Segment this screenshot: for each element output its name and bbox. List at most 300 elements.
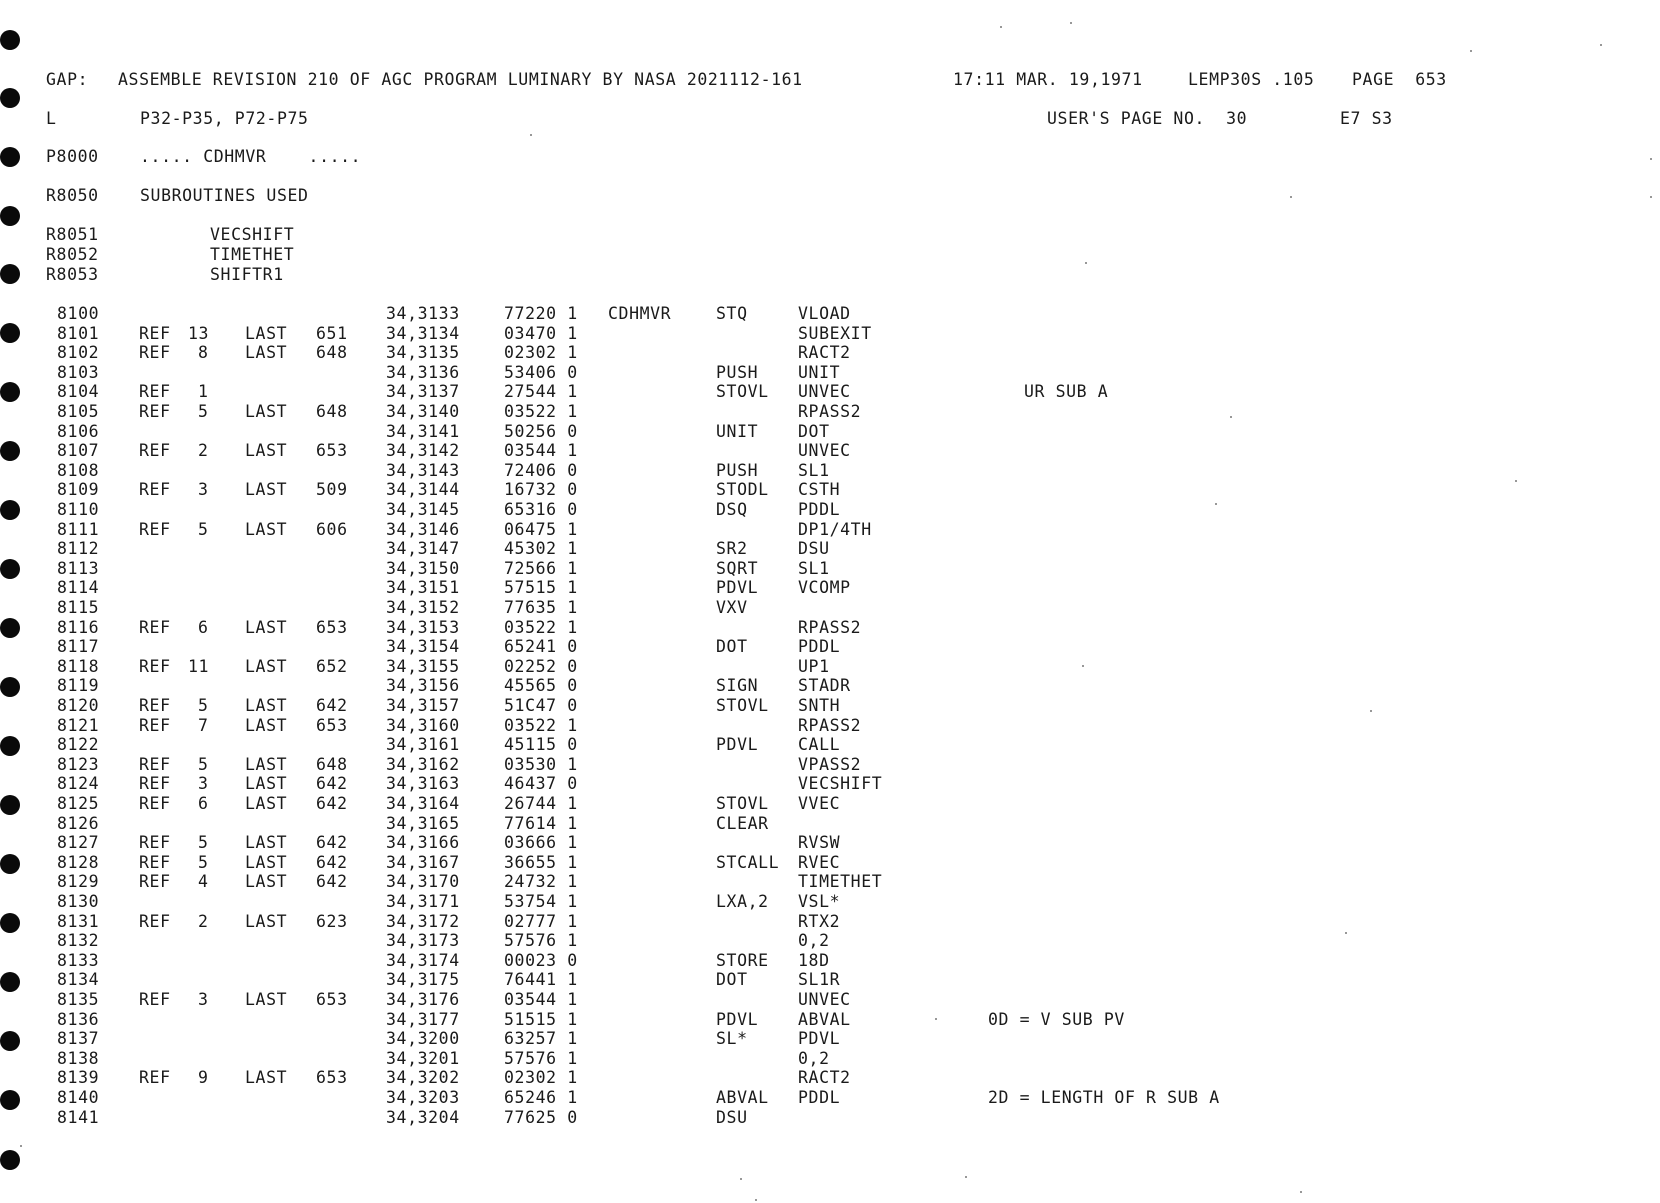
- last-keyword: LAST: [245, 1068, 288, 1088]
- octal-word: 02777 1: [504, 911, 578, 931]
- line-number: 8135: [57, 990, 100, 1009]
- ref-count: 13: [188, 323, 210, 343]
- ref-keyword: REF: [139, 833, 171, 853]
- address: 34,3165: [386, 813, 460, 833]
- line-number: 8131: [57, 911, 100, 931]
- scan-speck: [530, 134, 532, 136]
- address: 34,3140: [386, 402, 460, 421]
- scan-speck: [1230, 416, 1232, 418]
- opcode: DSU: [716, 1107, 748, 1127]
- opcode: STCALL: [716, 852, 780, 872]
- last-page: 642: [316, 794, 348, 813]
- octal-word: 51C47 0: [504, 696, 578, 715]
- ref-count: 3: [198, 990, 209, 1009]
- line-number: 8127: [57, 833, 100, 853]
- remark-id: R8051: [46, 225, 99, 244]
- line-number: 8138: [57, 1048, 100, 1068]
- punch-hole: [0, 441, 20, 461]
- operand: RPASS2: [798, 715, 862, 735]
- line-number: 8136: [57, 1009, 100, 1029]
- line-number: 8137: [57, 1029, 100, 1049]
- address: 34,3137: [386, 382, 460, 402]
- ref-count: 2: [198, 441, 209, 461]
- ref-keyword: REF: [139, 441, 171, 461]
- octal-word: 77614 1: [504, 813, 578, 833]
- octal-word: 65246 1: [504, 1088, 578, 1107]
- address: 34,3135: [386, 343, 460, 363]
- address: 34,3150: [386, 558, 460, 578]
- last-page: 642: [316, 696, 348, 715]
- line-number: 8108: [57, 460, 100, 480]
- opcode: DSQ: [716, 500, 748, 519]
- remark-text: SUBROUTINES USED: [140, 186, 309, 205]
- line-number: 8128: [57, 852, 100, 872]
- last-keyword: LAST: [245, 656, 288, 676]
- octal-word: 03522 1: [504, 402, 578, 421]
- octal-word: 53754 1: [504, 892, 578, 911]
- address: 34,3155: [386, 656, 460, 676]
- last-page: 653: [316, 441, 348, 461]
- octal-word: 45302 1: [504, 539, 578, 559]
- punch-hole: [0, 854, 20, 874]
- operand: VECSHIFT: [798, 774, 883, 794]
- remark-id: R8053: [46, 265, 99, 284]
- last-keyword: LAST: [245, 441, 288, 461]
- line-number: 8132: [57, 931, 100, 951]
- opcode: PUSH: [716, 460, 759, 480]
- address: 34,3173: [386, 931, 460, 951]
- ref-count: 6: [198, 794, 209, 813]
- punch-hole: [0, 206, 20, 226]
- last-keyword: LAST: [245, 715, 288, 735]
- scan-speck: [1070, 22, 1072, 24]
- ref-keyword: REF: [139, 617, 171, 637]
- line-number: 8100: [57, 304, 100, 323]
- address: 34,3154: [386, 637, 460, 657]
- opcode: DOT: [716, 970, 748, 990]
- opcode: STOVL: [716, 382, 769, 402]
- last-page: 653: [316, 715, 348, 735]
- opcode: SR2: [716, 539, 748, 559]
- octal-word: 06475 1: [504, 519, 578, 539]
- ref-keyword: REF: [139, 519, 171, 539]
- opcode: PDVL: [716, 578, 759, 598]
- address: 34,3162: [386, 754, 460, 774]
- last-keyword: LAST: [245, 872, 288, 892]
- last-page: 623: [316, 911, 348, 931]
- last-page: 652: [316, 656, 348, 676]
- line-number: 8103: [57, 362, 100, 382]
- last-page: 642: [316, 833, 348, 853]
- ref-keyword: REF: [139, 715, 171, 735]
- address: 34,3134: [386, 323, 460, 343]
- last-page: 642: [316, 872, 348, 892]
- last-page: 653: [316, 1068, 348, 1088]
- line-number: 8104: [57, 382, 100, 402]
- comment: 0D = V SUB PV: [988, 1009, 1125, 1029]
- header-gap: GAP:: [46, 70, 89, 89]
- line-number: 8123: [57, 754, 100, 774]
- operand: RVSW: [798, 833, 841, 853]
- address: 34,3147: [386, 539, 460, 559]
- punch-hole: [0, 264, 20, 284]
- address: 34,3143: [386, 460, 460, 480]
- last-page: 648: [316, 402, 348, 421]
- operand: RVEC: [798, 852, 841, 872]
- last-page: 509: [316, 480, 348, 500]
- ref-keyword: REF: [139, 911, 171, 931]
- line-number: 8116: [57, 617, 100, 637]
- comment: UR SUB A: [1024, 382, 1109, 402]
- operand: UNVEC: [798, 441, 851, 461]
- address: 34,3174: [386, 950, 460, 970]
- operand: RACT2: [798, 1068, 851, 1088]
- ref-keyword: REF: [139, 323, 171, 343]
- last-page: 606: [316, 519, 348, 539]
- last-keyword: LAST: [245, 794, 288, 813]
- line-number: 8141: [57, 1107, 100, 1127]
- ref-keyword: REF: [139, 1068, 171, 1088]
- opcode: STORE: [716, 950, 769, 970]
- address: 34,3170: [386, 872, 460, 892]
- address: 34,3202: [386, 1068, 460, 1088]
- ref-count: 3: [198, 774, 209, 794]
- octal-word: 51515 1: [504, 1009, 578, 1029]
- octal-word: 00023 0: [504, 950, 578, 970]
- octal-word: 03544 1: [504, 990, 578, 1009]
- ref-keyword: REF: [139, 343, 171, 363]
- operand: VVEC: [798, 794, 841, 813]
- operand: RACT2: [798, 343, 851, 363]
- operand: PDVL: [798, 1029, 841, 1049]
- ref-keyword: REF: [139, 480, 171, 500]
- opcode: STQ: [716, 304, 748, 323]
- octal-word: 03530 1: [504, 754, 578, 774]
- ref-keyword: REF: [139, 794, 171, 813]
- header-users-page: USER'S PAGE NO. 30: [1047, 109, 1248, 128]
- operand: VPASS2: [798, 754, 862, 774]
- ref-keyword: REF: [139, 656, 171, 676]
- line-number: 8120: [57, 696, 100, 715]
- operand: CALL: [798, 735, 841, 755]
- last-page: 648: [316, 343, 348, 363]
- scan-speck: [1650, 158, 1652, 160]
- operand: RTX2: [798, 911, 841, 931]
- operand: SNTH: [798, 696, 841, 715]
- operand: UNVEC: [798, 990, 851, 1009]
- address: 34,3153: [386, 617, 460, 637]
- opcode: STODL: [716, 480, 769, 500]
- scan-speck: [1300, 1191, 1302, 1193]
- opcode: DOT: [716, 637, 748, 657]
- opcode: STOVL: [716, 794, 769, 813]
- ref-count: 5: [198, 754, 209, 774]
- octal-word: 27544 1: [504, 382, 578, 402]
- punch-hole: [0, 972, 20, 992]
- line-number: 8119: [57, 676, 100, 696]
- line-number: 8118: [57, 656, 100, 676]
- last-keyword: LAST: [245, 754, 288, 774]
- punch-hole: [0, 913, 20, 933]
- last-keyword: LAST: [245, 696, 288, 715]
- octal-word: 02252 0: [504, 656, 578, 676]
- line-number: 8113: [57, 558, 100, 578]
- scan-speck: [1290, 196, 1292, 198]
- line-number: 8124: [57, 774, 100, 794]
- operand: VSL*: [798, 892, 841, 911]
- scan-speck: [755, 1199, 757, 1201]
- operand: TIMETHET: [798, 872, 883, 892]
- last-keyword: LAST: [245, 343, 288, 363]
- header-title: ASSEMBLE REVISION 210 OF AGC PROGRAM LUMINARY BY NASA 2021112-161: [118, 70, 803, 89]
- address: 34,3172: [386, 911, 460, 931]
- octal-word: 45115 0: [504, 735, 578, 755]
- address: 34,3142: [386, 441, 460, 461]
- address: 34,3133: [386, 304, 460, 323]
- operand: 18D: [798, 950, 830, 970]
- operand: STADR: [798, 676, 851, 696]
- header-module: LEMP30S .105: [1188, 70, 1315, 89]
- header-section: P32-P35, P72-P75: [140, 109, 309, 128]
- scan-speck: [965, 1176, 967, 1178]
- octal-word: 24732 1: [504, 872, 578, 892]
- ref-count: 7: [198, 715, 209, 735]
- octal-word: 50256 0: [504, 421, 578, 441]
- header-code: E7 S3: [1340, 109, 1393, 128]
- operand: SUBEXIT: [798, 323, 872, 343]
- ref-count: 5: [198, 852, 209, 872]
- comment: 2D = LENGTH OF R SUB A: [988, 1088, 1220, 1107]
- punch-hole: [0, 1090, 20, 1110]
- operand: VLOAD: [798, 304, 851, 323]
- octal-word: 57576 1: [504, 1048, 578, 1068]
- punch-hole: [0, 1031, 20, 1051]
- address: 34,3176: [386, 990, 460, 1009]
- address: 34,3201: [386, 1048, 460, 1068]
- remark-id: R8050: [46, 186, 99, 205]
- last-page: 651: [316, 323, 348, 343]
- operand: SL1R: [798, 970, 841, 990]
- octal-word: 26744 1: [504, 794, 578, 813]
- address: 34,3203: [386, 1088, 460, 1107]
- address: 34,3177: [386, 1009, 460, 1029]
- line-number: 8110: [57, 500, 100, 519]
- address: 34,3200: [386, 1029, 460, 1049]
- octal-word: 03666 1: [504, 833, 578, 853]
- operand: RPASS2: [798, 617, 862, 637]
- punch-hole: [0, 559, 20, 579]
- address: 34,3152: [386, 598, 460, 617]
- operand: PDDL: [798, 500, 841, 519]
- ref-count: 5: [198, 519, 209, 539]
- octal-word: 36655 1: [504, 852, 578, 872]
- ref-keyword: REF: [139, 852, 171, 872]
- address: 34,3145: [386, 500, 460, 519]
- scan-speck: [1600, 44, 1602, 46]
- punch-hole: [0, 88, 20, 108]
- remark-id: R8052: [46, 245, 99, 264]
- octal-word: 72406 0: [504, 460, 578, 480]
- octal-word: 65316 0: [504, 500, 578, 519]
- line-number: 8101: [57, 323, 100, 343]
- line-number: 8111: [57, 519, 100, 539]
- line-number: 8109: [57, 480, 100, 500]
- address: 34,3204: [386, 1107, 460, 1127]
- operand: PDDL: [798, 1088, 841, 1107]
- address: 34,3157: [386, 696, 460, 715]
- last-keyword: LAST: [245, 774, 288, 794]
- last-keyword: LAST: [245, 480, 288, 500]
- last-page: 642: [316, 774, 348, 794]
- label: CDHMVR: [608, 304, 672, 323]
- last-keyword: LAST: [245, 990, 288, 1009]
- octal-word: 57515 1: [504, 578, 578, 598]
- address: 34,3167: [386, 852, 460, 872]
- address: 34,3156: [386, 676, 460, 696]
- operand: UP1: [798, 656, 830, 676]
- ref-count: 3: [198, 480, 209, 500]
- last-keyword: LAST: [245, 617, 288, 637]
- ref-count: 5: [198, 696, 209, 715]
- ref-keyword: REF: [139, 402, 171, 421]
- address: 34,3175: [386, 970, 460, 990]
- address: 34,3171: [386, 892, 460, 911]
- line-number: 8102: [57, 343, 100, 363]
- octal-word: 46437 0: [504, 774, 578, 794]
- last-keyword: LAST: [245, 519, 288, 539]
- line-number: 8139: [57, 1068, 100, 1088]
- ref-keyword: REF: [139, 754, 171, 774]
- octal-word: 57576 1: [504, 931, 578, 951]
- octal-word: 72566 1: [504, 558, 578, 578]
- line-number: 8105: [57, 402, 100, 421]
- operand: DP1/4TH: [798, 519, 872, 539]
- operand: DOT: [798, 421, 830, 441]
- ref-keyword: REF: [139, 774, 171, 794]
- opcode: LXA,2: [716, 892, 769, 911]
- last-page: 642: [316, 852, 348, 872]
- operand: UNVEC: [798, 382, 851, 402]
- operand: PDDL: [798, 637, 841, 657]
- line-number: 8121: [57, 715, 100, 735]
- scan-speck: [1000, 26, 1002, 28]
- operand: UNIT: [798, 362, 841, 382]
- remark-text: SHIFTR1: [210, 265, 284, 284]
- opcode: ABVAL: [716, 1088, 769, 1107]
- line-number: 8140: [57, 1088, 100, 1107]
- octal-word: 77625 0: [504, 1107, 578, 1127]
- remark-text: VECSHIFT: [210, 225, 295, 244]
- scan-speck: [1082, 665, 1084, 667]
- address: 34,3161: [386, 735, 460, 755]
- line-number: 8129: [57, 872, 100, 892]
- last-page: 648: [316, 754, 348, 774]
- last-page: 653: [316, 617, 348, 637]
- octal-word: 63257 1: [504, 1029, 578, 1049]
- punch-hole: [0, 30, 20, 50]
- opcode: UNIT: [716, 421, 759, 441]
- ref-keyword: REF: [139, 696, 171, 715]
- last-keyword: LAST: [245, 911, 288, 931]
- ref-count: 8: [198, 343, 209, 363]
- remark-text: TIMETHET: [210, 245, 295, 264]
- octal-word: 77635 1: [504, 598, 578, 617]
- octal-word: 02302 1: [504, 343, 578, 363]
- octal-word: 76441 1: [504, 970, 578, 990]
- opcode: SIGN: [716, 676, 759, 696]
- punch-hole: [0, 795, 20, 815]
- octal-word: 02302 1: [504, 1068, 578, 1088]
- opcode: SQRT: [716, 558, 759, 578]
- scan-speck: [1650, 196, 1652, 198]
- punch-hole: [0, 618, 20, 638]
- address: 34,3163: [386, 774, 460, 794]
- punch-hole: [0, 323, 20, 343]
- line-number: 8122: [57, 735, 100, 755]
- octal-word: 77220 1: [504, 304, 578, 323]
- line-number: 8125: [57, 794, 100, 813]
- opcode: SL*: [716, 1029, 748, 1049]
- ref-count: 5: [198, 402, 209, 421]
- ref-keyword: REF: [139, 872, 171, 892]
- scan-speck: [1370, 710, 1372, 712]
- address: 34,3160: [386, 715, 460, 735]
- scan-speck: [935, 1018, 937, 1020]
- operand: RPASS2: [798, 402, 862, 421]
- ref-count: 1: [198, 382, 209, 402]
- octal-word: 16732 0: [504, 480, 578, 500]
- operand: 0,2: [798, 1048, 830, 1068]
- punch-hole: [0, 147, 20, 167]
- address: 34,3164: [386, 794, 460, 813]
- ref-count: 5: [198, 833, 209, 853]
- line-number: 8106: [57, 421, 100, 441]
- punch-hole: [0, 677, 20, 697]
- line-number: 8114: [57, 578, 100, 598]
- scan-speck: [20, 1145, 22, 1147]
- ref-count: 6: [198, 617, 209, 637]
- punch-hole: [0, 382, 20, 402]
- operand: SL1: [798, 558, 830, 578]
- address: 34,3166: [386, 833, 460, 853]
- line-number: 8115: [57, 598, 100, 617]
- operand: VCOMP: [798, 578, 851, 598]
- ref-count: 9: [198, 1068, 209, 1088]
- last-keyword: LAST: [245, 852, 288, 872]
- octal-word: 65241 0: [504, 637, 578, 657]
- octal-word: 03470 1: [504, 323, 578, 343]
- last-keyword: LAST: [245, 833, 288, 853]
- scan-speck: [1470, 50, 1472, 52]
- opcode: VXV: [716, 598, 748, 617]
- opcode: PDVL: [716, 735, 759, 755]
- scan-speck: [1215, 503, 1217, 505]
- line-number: 8130: [57, 892, 100, 911]
- operand: 0,2: [798, 931, 830, 951]
- opcode: PDVL: [716, 1009, 759, 1029]
- punch-hole: [0, 736, 20, 756]
- remark-id: P8000: [46, 147, 99, 166]
- address: 34,3144: [386, 480, 460, 500]
- scan-speck: [740, 1178, 742, 1180]
- line-number: 8112: [57, 539, 100, 559]
- operand: DSU: [798, 539, 830, 559]
- opcode: STOVL: [716, 696, 769, 715]
- header-page: PAGE 653: [1352, 70, 1447, 89]
- punch-hole: [0, 1150, 20, 1170]
- last-keyword: LAST: [245, 323, 288, 343]
- ref-keyword: REF: [139, 382, 171, 402]
